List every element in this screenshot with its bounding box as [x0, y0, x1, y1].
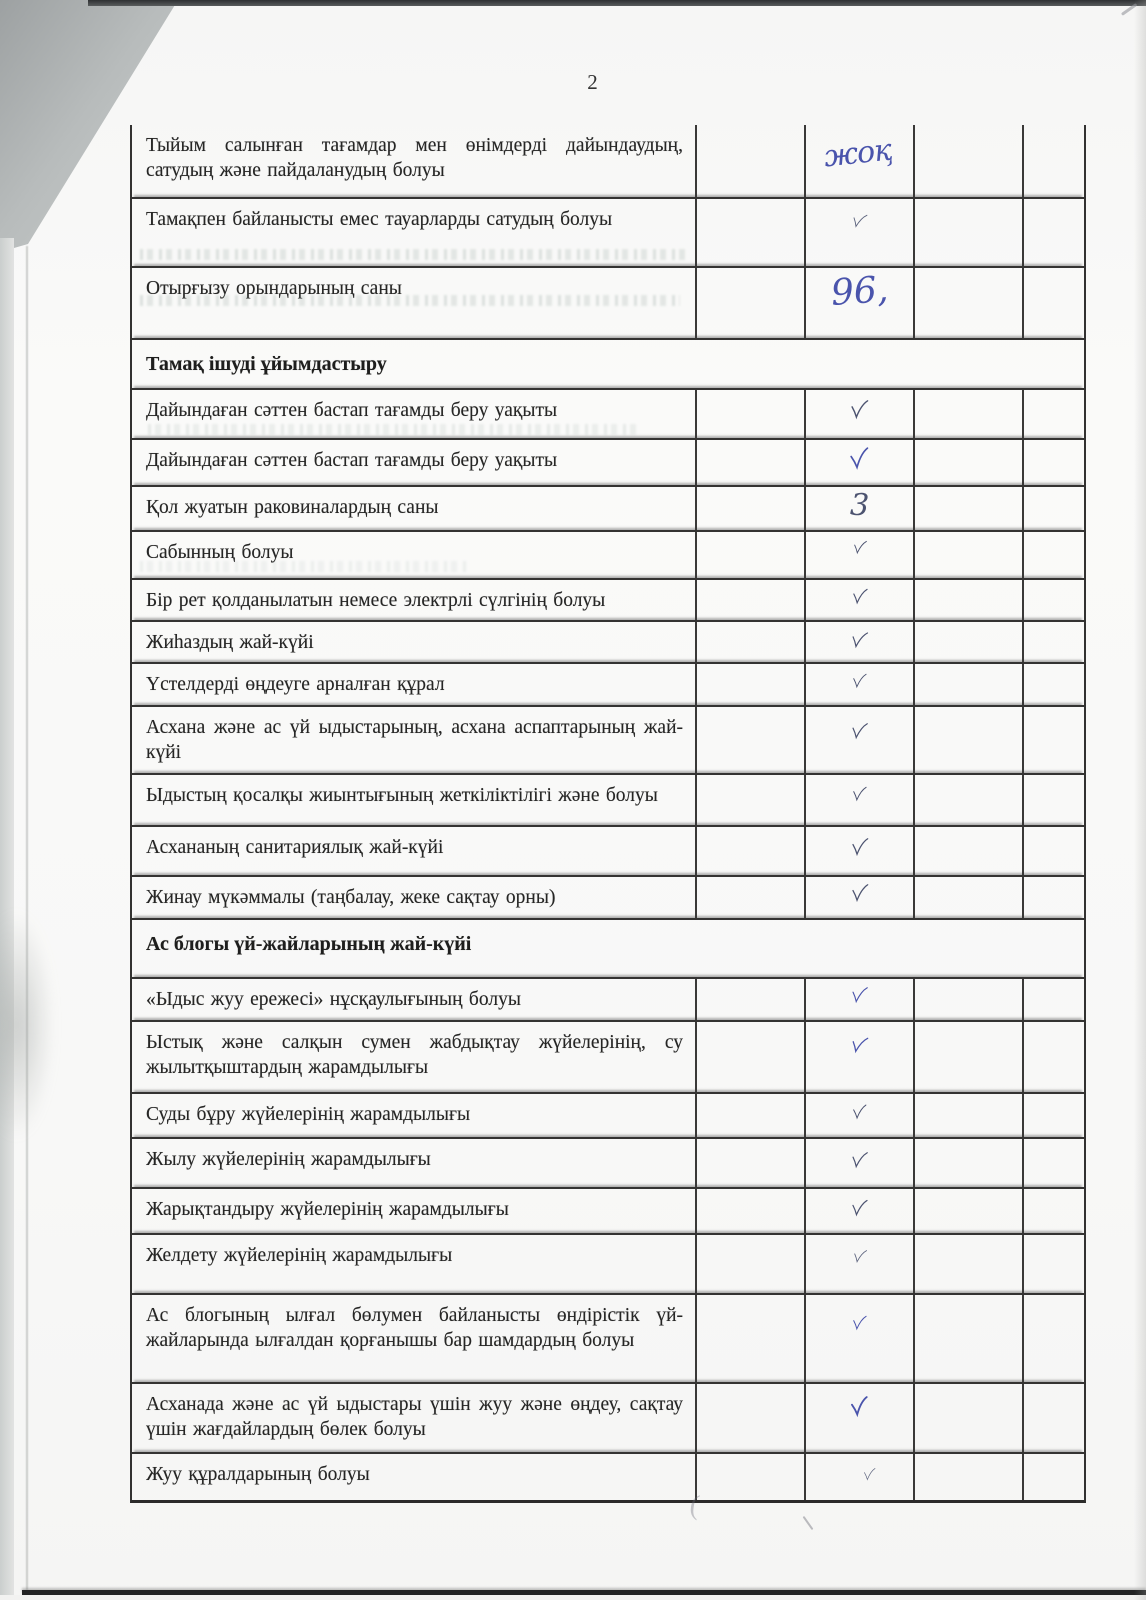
stray-pen-mark — [803, 1516, 814, 1530]
checklist-row — [132, 1137, 1084, 1187]
scan-bottom-margin — [0, 1595, 1146, 1600]
scan-smudge — [0, 910, 54, 1140]
empty-cell — [1022, 664, 1084, 705]
mark-cell — [804, 580, 913, 620]
empty-cell — [1022, 1139, 1084, 1187]
checklist-row — [132, 662, 1084, 705]
checklist-row — [132, 773, 1084, 825]
mark-cell — [804, 1454, 913, 1500]
handwritten-checkmark-icon — [851, 537, 867, 557]
page-number: 2 — [587, 70, 599, 94]
mark-cell — [804, 1295, 913, 1382]
criteria-text: Ас блогының ылғал бөлумен байланысты өндірістік үй-жайларында ылғалдан қорғанышы бар шамдардың болуы — [146, 1305, 683, 1351]
criteria-text: Желдету жүйелерінің жарамдылығы — [146, 1245, 453, 1266]
empty-cell — [695, 1022, 804, 1092]
empty-cell — [1022, 580, 1084, 620]
empty-cell — [1022, 1022, 1084, 1092]
mark-cell — [804, 1139, 913, 1187]
criteria-text: Дайындаған сәттен бастап тағамды беру уақыты — [146, 450, 558, 471]
mark-cell — [804, 390, 913, 438]
empty-cell — [1022, 622, 1084, 662]
inspection-checklist-table — [130, 125, 1086, 1503]
empty-cell — [695, 877, 804, 918]
handwritten-word: жоқ — [822, 132, 893, 175]
handwritten-checkmark-icon — [851, 783, 868, 803]
checklist-row — [132, 1020, 1084, 1092]
checklist-row — [132, 1233, 1084, 1293]
criteria-text: Асханада және ас үй ыдыстары үшін жуу және өңдеу, сақтау үшін жағдайлардың бөлек болуы — [146, 1394, 683, 1440]
section-header-row — [132, 338, 1084, 388]
mark-cell — [804, 487, 913, 530]
mark-cell — [804, 1189, 913, 1233]
mark-cell — [804, 532, 913, 578]
criteria-text: Жинау мүкәммалы (таңбалау, жеке сақтау орны) — [146, 887, 556, 908]
empty-cell — [913, 1022, 1022, 1092]
empty-cell — [695, 268, 804, 338]
empty-cell — [1022, 390, 1084, 438]
empty-cell — [1022, 827, 1084, 875]
criteria-text: Ыстық және салқын сумен жабдықтау жүйелерінің, су жылытқыштардың жарамдылығы — [146, 1032, 683, 1078]
criteria-text: Қол жуатын раковиналардың саны — [146, 497, 439, 518]
mark-cell — [804, 1384, 913, 1452]
empty-cell — [695, 664, 804, 705]
empty-cell — [913, 1384, 1022, 1452]
empty-cell — [695, 1094, 804, 1137]
empty-cell — [695, 1295, 804, 1382]
checklist-row — [132, 125, 1084, 197]
handwritten-checkmark-icon — [851, 670, 868, 690]
criteria-text: Жиһаздың жай-күйі — [146, 632, 314, 653]
empty-cell — [913, 827, 1022, 875]
checklist-row — [132, 977, 1084, 1020]
stray-pen-mark: ( — [687, 1489, 702, 1522]
criteria-text: Жарықтандыру жүйелерінің жарамдылығы — [146, 1199, 509, 1220]
criteria-text: Тыйым салынған тағамдар мен өнімдерді дайындаудың, сатудың және пайдаланудың болуы — [146, 135, 683, 181]
empty-cell — [1022, 1295, 1084, 1382]
handwritten-checkmark-icon — [850, 1196, 869, 1219]
empty-cell — [695, 532, 804, 578]
bleed-through-text — [140, 561, 470, 572]
checklist-row — [132, 875, 1084, 918]
empty-cell — [913, 1295, 1022, 1382]
criteria-text: Асхананың санитариялық жай-күйі — [146, 837, 444, 858]
criteria-text: «Ыдыс жуу ережесі» нұсқаулығының болуы — [146, 989, 521, 1010]
criteria-text: Жуу құралдарының болуы — [146, 1464, 370, 1485]
checklist-row — [132, 1382, 1084, 1452]
empty-cell — [695, 707, 804, 773]
handwritten-checkmark-icon — [850, 834, 870, 858]
checklist-row — [132, 485, 1084, 530]
empty-cell — [695, 622, 804, 662]
mark-cell — [804, 622, 913, 662]
handwritten-checkmark-icon — [851, 1246, 868, 1266]
empty-cell — [1022, 979, 1084, 1020]
empty-cell — [913, 1189, 1022, 1233]
empty-cell — [695, 1189, 804, 1233]
empty-cell — [695, 390, 804, 438]
empty-cell — [695, 580, 804, 620]
empty-cell — [913, 487, 1022, 530]
empty-cell — [1022, 877, 1084, 918]
criteria-text: Сабынның болуы — [146, 542, 294, 563]
checklist-row — [132, 1092, 1084, 1137]
empty-cell — [1022, 1094, 1084, 1137]
empty-cell — [695, 1454, 804, 1500]
mark-cell — [804, 707, 913, 773]
empty-cell — [913, 877, 1022, 918]
handwritten-checkmark-icon — [849, 1032, 870, 1056]
empty-cell — [913, 1235, 1022, 1293]
mark-cell — [804, 268, 913, 338]
section-header-row — [132, 918, 1084, 977]
empty-cell — [1022, 1384, 1084, 1452]
scan-top-edge — [88, 0, 1146, 6]
empty-cell — [1022, 199, 1084, 266]
criteria-text: Отырғызу орындарының саны — [146, 278, 402, 299]
empty-cell — [913, 390, 1022, 438]
mark-cell — [804, 664, 913, 705]
empty-cell — [1022, 440, 1084, 485]
mark-cell — [804, 775, 913, 825]
handwritten-checkmark-icon — [850, 1148, 870, 1171]
criteria-text: Үстелдерді өңдеуге арналған құрал — [146, 674, 445, 695]
handwritten-checkmark-icon — [850, 880, 870, 904]
mark-cell — [804, 1094, 913, 1137]
mark-cell — [804, 979, 913, 1020]
criteria-text: Тамақпен байланысты емес тауарларды сатудың болуы — [146, 209, 613, 230]
empty-cell — [1022, 1454, 1084, 1500]
checklist-row — [132, 1187, 1084, 1233]
empty-cell — [913, 775, 1022, 825]
scan-right-shadow — [1134, 0, 1146, 1600]
empty-cell — [695, 979, 804, 1020]
empty-cell — [695, 125, 804, 197]
mark-cell — [804, 440, 913, 485]
checklist-row — [132, 438, 1084, 485]
mark-cell — [804, 1235, 913, 1293]
handwritten-checkmark-icon — [850, 719, 870, 742]
empty-cell — [695, 827, 804, 875]
empty-cell — [695, 775, 804, 825]
empty-cell — [913, 707, 1022, 773]
criteria-text: Бір рет қолданылатын немесе электрлі сүлгінің болуы — [146, 590, 606, 611]
empty-cell — [913, 664, 1022, 705]
checklist-row — [132, 578, 1084, 620]
checklist-row — [132, 1293, 1084, 1382]
handwritten-checkmark-icon — [851, 1312, 868, 1332]
mark-cell — [804, 827, 913, 875]
handwritten-checkmark-icon — [851, 1102, 867, 1122]
checklist-row — [132, 705, 1084, 773]
empty-cell — [913, 1094, 1022, 1137]
empty-cell — [1022, 1235, 1084, 1293]
empty-cell — [1022, 268, 1084, 338]
empty-cell — [695, 440, 804, 485]
empty-cell — [1022, 532, 1084, 578]
checklist-row — [132, 825, 1084, 875]
empty-cell — [695, 487, 804, 530]
handwritten-checkmark-icon — [850, 1394, 870, 1419]
empty-cell — [1022, 1189, 1084, 1233]
empty-cell — [913, 268, 1022, 338]
criteria-text: Суды бұру жүйелерінің жарамдылығы — [146, 1104, 471, 1125]
empty-cell — [913, 440, 1022, 485]
empty-cell — [913, 532, 1022, 578]
empty-cell — [913, 979, 1022, 1020]
handwritten-checkmark-icon — [849, 396, 870, 421]
bleed-through-text — [148, 424, 640, 435]
criteria-text: Асхана және ас үй ыдыстарының, асхана аспаптарының жай-күйі — [146, 717, 683, 763]
handwritten-number: 96, — [829, 269, 890, 314]
criteria-text: Ыдыстың қосалқы жиынтығының жеткіліктілігі және болуы — [146, 785, 658, 806]
section-title: Ас блогы үй-жайларының жай-күйі — [146, 933, 472, 955]
checklist-row — [132, 1452, 1084, 1500]
mark-cell — [804, 125, 913, 197]
mark-cell — [804, 877, 913, 918]
handwritten-checkmark-icon — [850, 585, 868, 607]
handwritten-checkmark-icon — [850, 209, 869, 231]
handwritten-checkmark-icon — [862, 1466, 876, 1483]
empty-cell — [1022, 707, 1084, 773]
empty-cell — [913, 1139, 1022, 1187]
handwritten-number: 3 — [849, 487, 870, 524]
criteria-text: Дайындаған сәттен бастап тағамды беру уақыты — [146, 400, 558, 421]
empty-cell — [913, 125, 1022, 197]
empty-cell — [1022, 125, 1084, 197]
empty-cell — [913, 622, 1022, 662]
bleed-through-text — [140, 295, 680, 306]
section-title: Тамақ ішуді ұйымдастыру — [146, 353, 387, 375]
criteria-text: Жылу жүйелерінің жарамдылығы — [146, 1149, 431, 1170]
empty-cell — [913, 199, 1022, 266]
checklist-row — [132, 620, 1084, 662]
empty-cell — [695, 1139, 804, 1187]
empty-cell — [695, 1235, 804, 1293]
mark-cell — [804, 1022, 913, 1092]
handwritten-checkmark-icon — [850, 983, 870, 1006]
empty-cell — [1022, 775, 1084, 825]
empty-cell — [913, 580, 1022, 620]
mark-cell — [804, 199, 913, 266]
empty-cell — [913, 1454, 1022, 1500]
bleed-through-text — [140, 249, 688, 260]
handwritten-checkmark-icon — [849, 628, 869, 652]
empty-cell — [695, 1384, 804, 1452]
handwritten-checkmark-icon — [849, 445, 871, 472]
empty-cell — [695, 199, 804, 266]
empty-cell — [1022, 487, 1084, 530]
